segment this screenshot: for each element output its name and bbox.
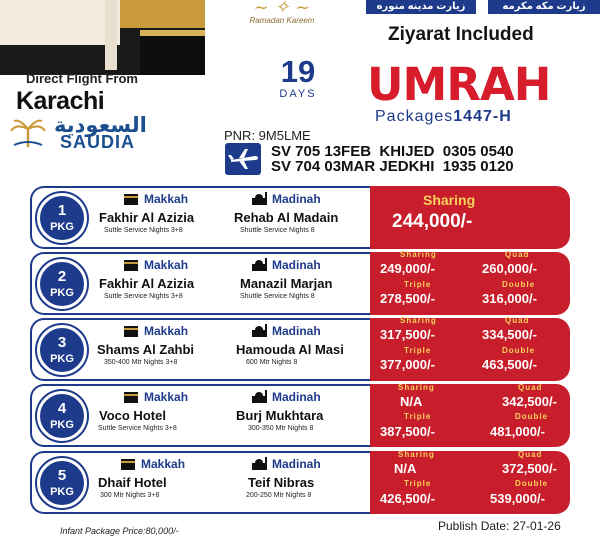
kiswah: [140, 30, 205, 75]
package-prices-panel: [370, 384, 570, 447]
quad-label: Quad: [518, 383, 543, 392]
triple-label: Triple: [404, 479, 432, 488]
package-hotels-panel: [30, 384, 375, 447]
package-label: PKG: [50, 287, 74, 299]
departure-city: Karachi: [16, 87, 105, 115]
quad-label: Quad: [505, 250, 530, 259]
package-hotels-panel: [30, 318, 375, 381]
makkah-label: Makkah: [144, 324, 189, 338]
ramadan-calligraphy-icon: ~ ✧ ~: [253, 0, 311, 18]
saudia-palm-icon: [8, 117, 48, 150]
sharing-price: 244,000/-: [392, 211, 473, 232]
double-price: 463,500/-: [482, 357, 537, 372]
quad-price: 342,500/-: [502, 394, 557, 409]
quad-label: Quad: [505, 316, 530, 325]
quad-price: 372,500/-: [502, 461, 557, 476]
makkah-label: Makkah: [144, 258, 189, 272]
madinah-note: 300-350 Mtr Nights 8: [248, 425, 314, 432]
package-number-badge: [37, 259, 87, 309]
makkah-note: Suttle Service Nights 3+8: [98, 425, 177, 432]
package-number-badge: [37, 458, 87, 508]
days-label: DAYS: [279, 88, 317, 100]
publish-date: Publish Date: 27-01-26: [438, 519, 561, 533]
makkah-note: 350-400 Mtr Nights 3+8: [104, 359, 178, 366]
umrah-title: UMRAH: [367, 58, 551, 111]
package-label: PKG: [50, 419, 74, 431]
quad-price: 334,500/-: [482, 327, 537, 342]
package-card-2: [30, 252, 570, 315]
kaaba-icon: [122, 389, 140, 403]
madinah-hotel: Hamouda Al Masi: [236, 342, 344, 357]
double-price: 316,000/-: [482, 291, 537, 306]
mosque-icon: [250, 191, 268, 205]
mosque-icon: [250, 456, 268, 470]
triple-price: 426,500/-: [380, 491, 435, 506]
kaaba-icon: [122, 191, 140, 205]
package-label: PKG: [50, 353, 74, 365]
makkah-label: Makkah: [144, 390, 189, 404]
madinah-hotel: Burj Mukhtara: [236, 408, 324, 423]
sharing-label: Sharing: [398, 383, 435, 392]
package-hotels-panel: [30, 252, 375, 315]
package-label: PKG: [50, 486, 74, 498]
triple-price: 377,000/-: [380, 357, 435, 372]
sharing-price: N/A: [394, 461, 417, 476]
sharing-price: 317,500/-: [380, 327, 435, 342]
double-label: Double: [502, 280, 536, 289]
ziyarat-makkah-button[interactable]: زيارت مكه مكرمه: [488, 0, 600, 14]
kaaba-icon: [122, 257, 140, 271]
flight-leg-return: SV 704 03MAR JEDKHI 1935 0120: [271, 158, 514, 175]
minaret: [105, 0, 117, 70]
package-hotels-panel: [30, 186, 375, 249]
package-number: 5: [57, 467, 67, 484]
mosque-icon: [250, 257, 268, 271]
flight-leg-outbound: SV 705 13FEB KHIJED 0305 0540: [271, 143, 514, 160]
madinah-label: Madinah: [272, 457, 321, 471]
package-number-badge: [37, 391, 87, 441]
double-price: 481,000/-: [490, 424, 545, 439]
package-hotels-panel: [30, 451, 375, 514]
double-price: 539,000/-: [490, 491, 545, 506]
makkah-hotel: Dhaif Hotel: [98, 475, 167, 490]
days-badge: [270, 56, 326, 104]
sky-area: [0, 0, 120, 45]
kiswah-gold-band: [140, 30, 205, 36]
double-label: Double: [515, 412, 549, 421]
makkah-label: Makkah: [141, 457, 186, 471]
sharing-price: N/A: [400, 394, 423, 409]
sharing-label: Sharing: [398, 450, 435, 459]
makkah-hotel: Fakhir Al Azizia: [99, 276, 195, 291]
makkah-note: Suttle Service Nights 3+8: [104, 227, 183, 234]
kaaba-icon: [119, 456, 137, 470]
makkah-label: Makkah: [144, 192, 189, 206]
saudia-english: SAUDIA: [60, 132, 136, 152]
madinah-note: Shuttle Service Nights 8: [240, 227, 315, 234]
package-prices-panel: [370, 318, 570, 381]
triple-label: Triple: [404, 346, 432, 355]
days-value: 19: [280, 54, 316, 89]
direct-flight-label: Direct Flight From: [26, 71, 138, 86]
makkah-note: Suttle Service Nights 3+8: [104, 293, 183, 300]
triple-label: Triple: [404, 280, 432, 289]
package-card-5: [30, 451, 570, 514]
makkah-hotel: Shams Al Zahbi: [97, 342, 195, 357]
package-number-badge: [37, 193, 87, 243]
madinah-label: Madinah: [272, 324, 321, 338]
makkah-hotel: Fakhir Al Azizia: [99, 210, 195, 225]
sharing-label: Sharing: [423, 192, 476, 208]
double-label: Double: [502, 346, 536, 355]
package-prices-panel: [370, 252, 570, 315]
triple-label: Triple: [404, 412, 432, 421]
sharing-label: Sharing: [400, 250, 437, 259]
madinah-label: Madinah: [272, 390, 321, 404]
package-number: 3: [57, 334, 67, 351]
infant-price-note: Infant Package Price:80,000/-: [60, 526, 179, 536]
makkah-hotel: Voco Hotel: [99, 408, 166, 423]
pnr: PNR: 9M5LME: [224, 128, 311, 143]
mosque-icon: [250, 323, 268, 337]
package-label: PKG: [50, 221, 74, 233]
makkah-note: 300 Mtr Nights 3+8: [100, 492, 160, 499]
ziyarat-madinah-button[interactable]: زيارت مدينه منوره: [366, 0, 476, 14]
package-number: 1: [57, 202, 67, 219]
mosque-icon: [250, 389, 268, 403]
madinah-hotel: Rehab Al Madain: [234, 210, 339, 225]
madinah-note: Shuttle Service Nights 8: [240, 293, 315, 300]
madinah-label: Madinah: [272, 258, 321, 272]
triple-price: 387,500/-: [380, 424, 435, 439]
ramadan-text: Ramadan Kareem: [249, 16, 315, 25]
package-number: 4: [57, 400, 67, 417]
double-label: Double: [515, 479, 549, 488]
ziyarat-included: Ziyarat Included: [388, 24, 534, 45]
packages-word: Packages: [375, 108, 454, 125]
package-card-3: [30, 318, 570, 381]
package-number-badge: [37, 325, 87, 375]
packages-subtitle: [375, 108, 512, 126]
madinah-note: 600 Mtr Nights 8: [246, 359, 298, 366]
sharing-price: 249,000/-: [380, 261, 435, 276]
quad-price: 260,000/-: [482, 261, 537, 276]
sharing-label: Sharing: [400, 316, 437, 325]
saudia-arabic: السعودية: [54, 114, 147, 137]
package-prices-panel: [370, 451, 570, 514]
kaaba-icon: [122, 323, 140, 337]
madinah-note: 200-250 Mtr Nights 8: [246, 492, 312, 499]
madinah-label: Madinah: [272, 192, 321, 206]
kaaba-image: [0, 0, 205, 75]
quad-label: Quad: [518, 450, 543, 459]
triple-price: 278,500/-: [380, 291, 435, 306]
madinah-hotel: Teif Nibras: [248, 475, 315, 490]
package-number: 2: [57, 268, 67, 285]
package-card-4: [30, 384, 570, 447]
package-prices-panel: [370, 186, 570, 249]
hijri-year: 1447-H: [453, 108, 512, 125]
package-card-1: [30, 186, 570, 249]
madinah-hotel: Manazil Marjan: [240, 276, 333, 291]
ramadan-kareem-logo: [232, 0, 332, 32]
plane-icon: [225, 143, 261, 175]
